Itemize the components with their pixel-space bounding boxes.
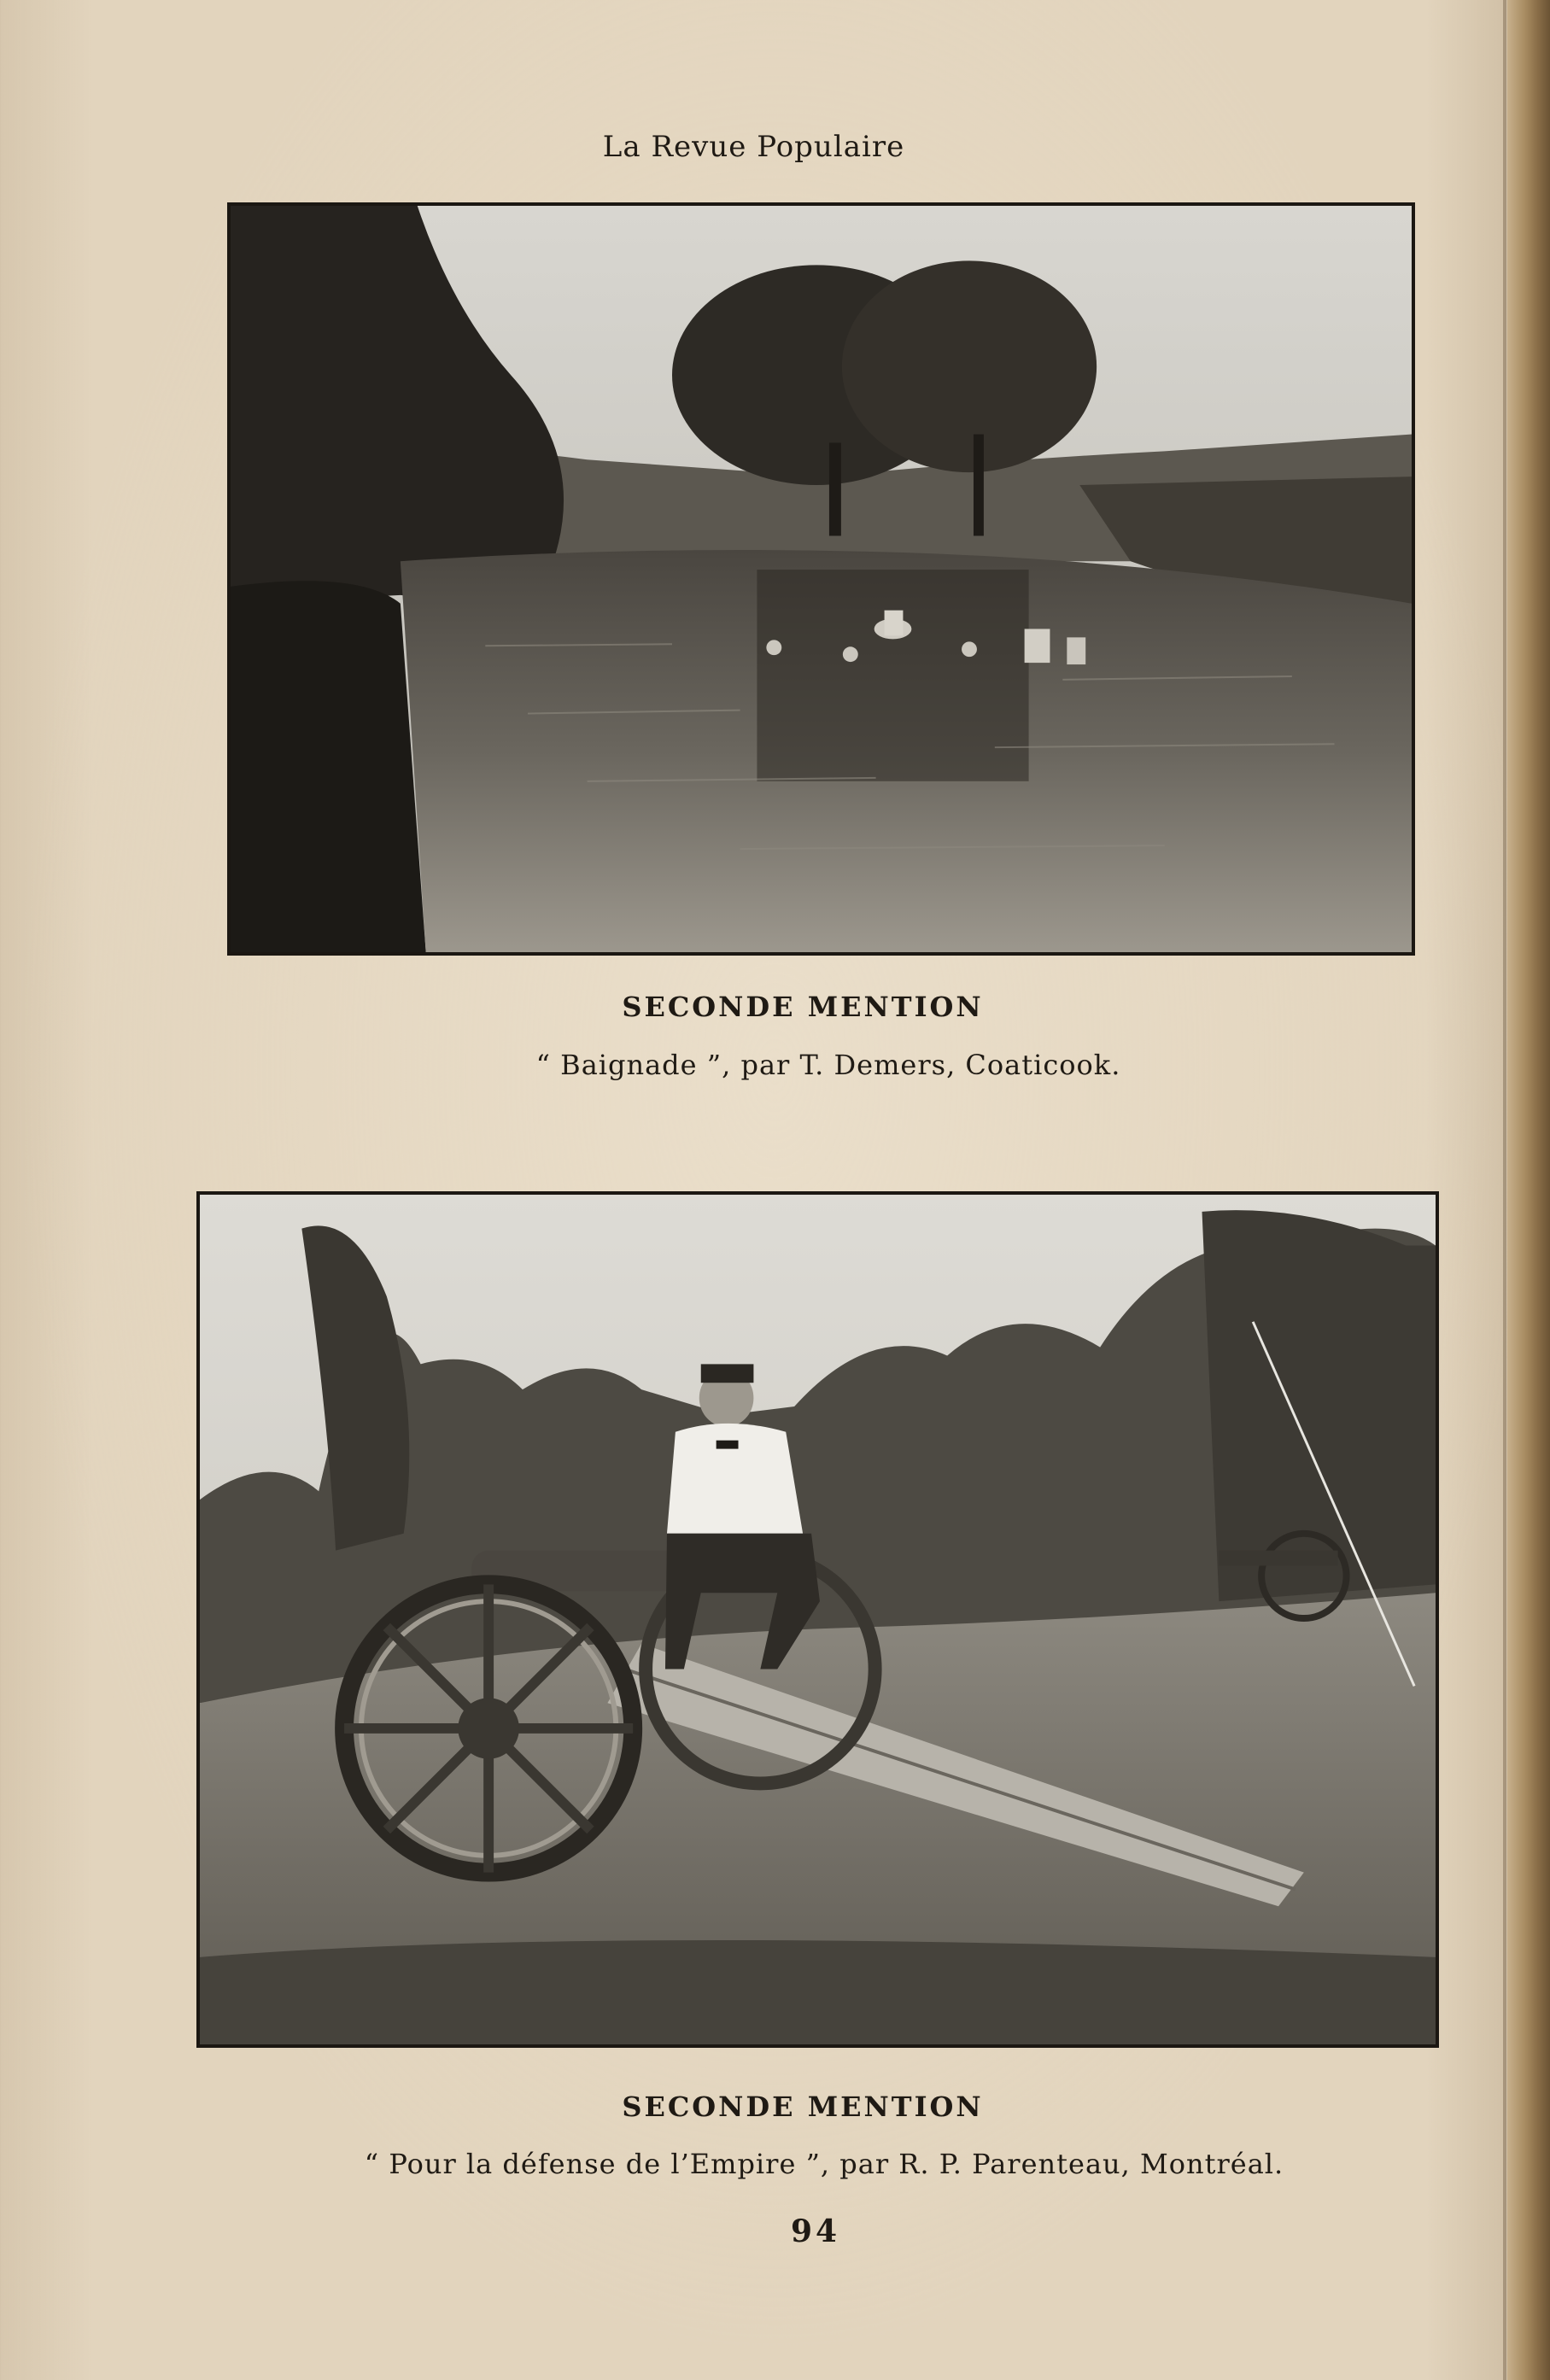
page-number: 94 — [790, 2213, 841, 2249]
running-head: La Revue Populaire — [602, 130, 905, 164]
photo-defense-empire — [196, 1191, 1439, 2048]
caption-credit-1: “ Baignade ”, par T. Demers, Coaticook. — [535, 1049, 1121, 1081]
caption-credit-2: “ Pour la défense de l’Empire ”, par R. P. Parenteau, Montréal. — [364, 2148, 1284, 2180]
page-edge — [1507, 0, 1550, 2380]
caption-mention-2: SECONDE MENTION — [622, 2091, 984, 2123]
caption-mention-1: SECONDE MENTION — [622, 991, 984, 1023]
photo-baignade — [227, 202, 1415, 956]
page-gutter-shadow — [1503, 0, 1506, 2380]
